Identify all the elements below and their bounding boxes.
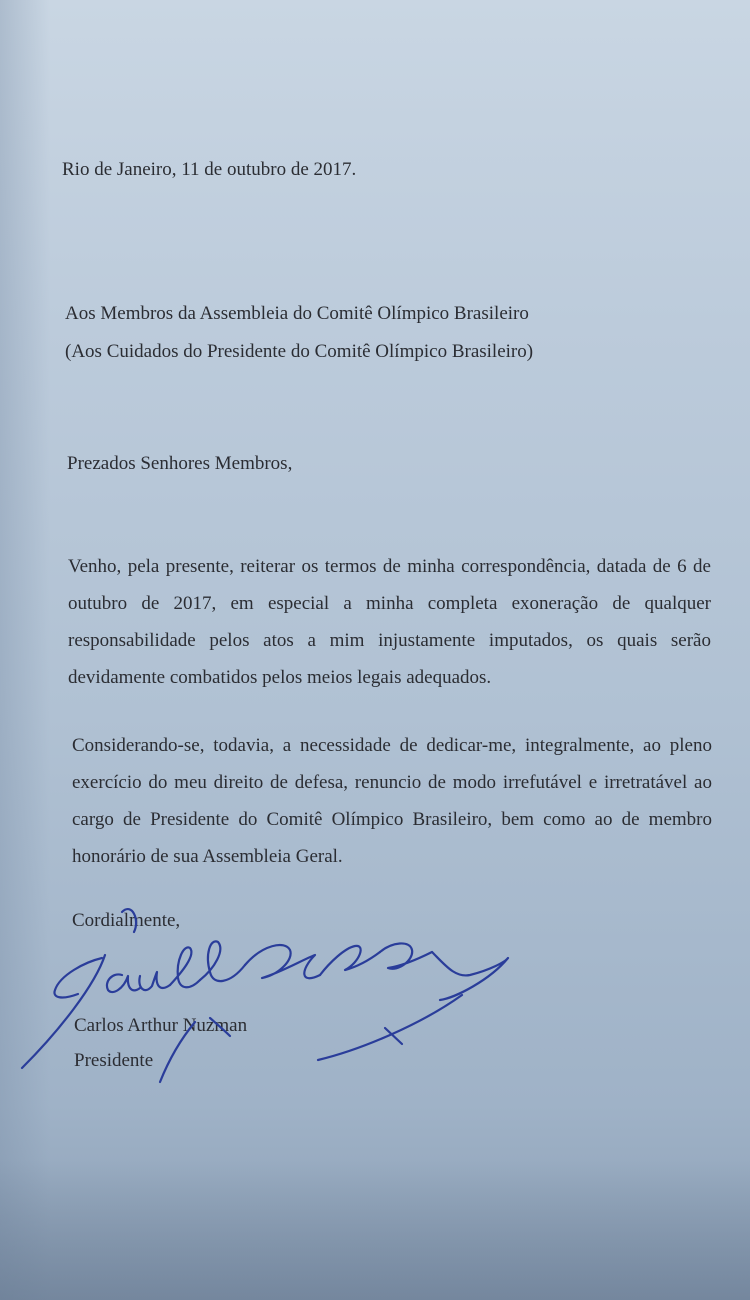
- addressee-line-2: (Aos Cuidados do Presidente do Comitê Olímpico Brasileiro): [65, 341, 534, 362]
- paper-shadow-left: [0, 0, 50, 1300]
- signer-name: Carlos Arthur Nuzman: [74, 1015, 248, 1036]
- letter-date: Rio de Janeiro, 11 de outubro de 2017.: [62, 159, 357, 180]
- salutation: Prezados Senhores Membros,: [67, 453, 293, 474]
- addressee-line-1: Aos Membros da Assembleia do Comitê Olímpico Brasileiro: [65, 303, 529, 324]
- closing: Cordialmente,: [72, 910, 181, 931]
- body-paragraph-1: Venho, pela presente, reiterar os termos de minha correspondência, datada de 6 de outubro de 2017, em especial a minha completa exoneração de qualquer responsabilidade pelos atos a mim injustamente imputados, os quais serão devidamente combatidos pelos meios legais adequados.: [68, 556, 711, 688]
- paper-shadow-bottom: [0, 1160, 750, 1300]
- body-paragraph-2: Considerando-se, todavia, a necessidade de dedicar-me, integralmente, ao pleno exercício do meu direito de defesa, renuncio de modo irrefutável e irretratável ao cargo de Presidente do Comitê Olímpico Brasileiro, bem como ao de membro honorário de sua Assembleia Geral.: [72, 735, 712, 867]
- signer-title: Presidente: [74, 1050, 154, 1071]
